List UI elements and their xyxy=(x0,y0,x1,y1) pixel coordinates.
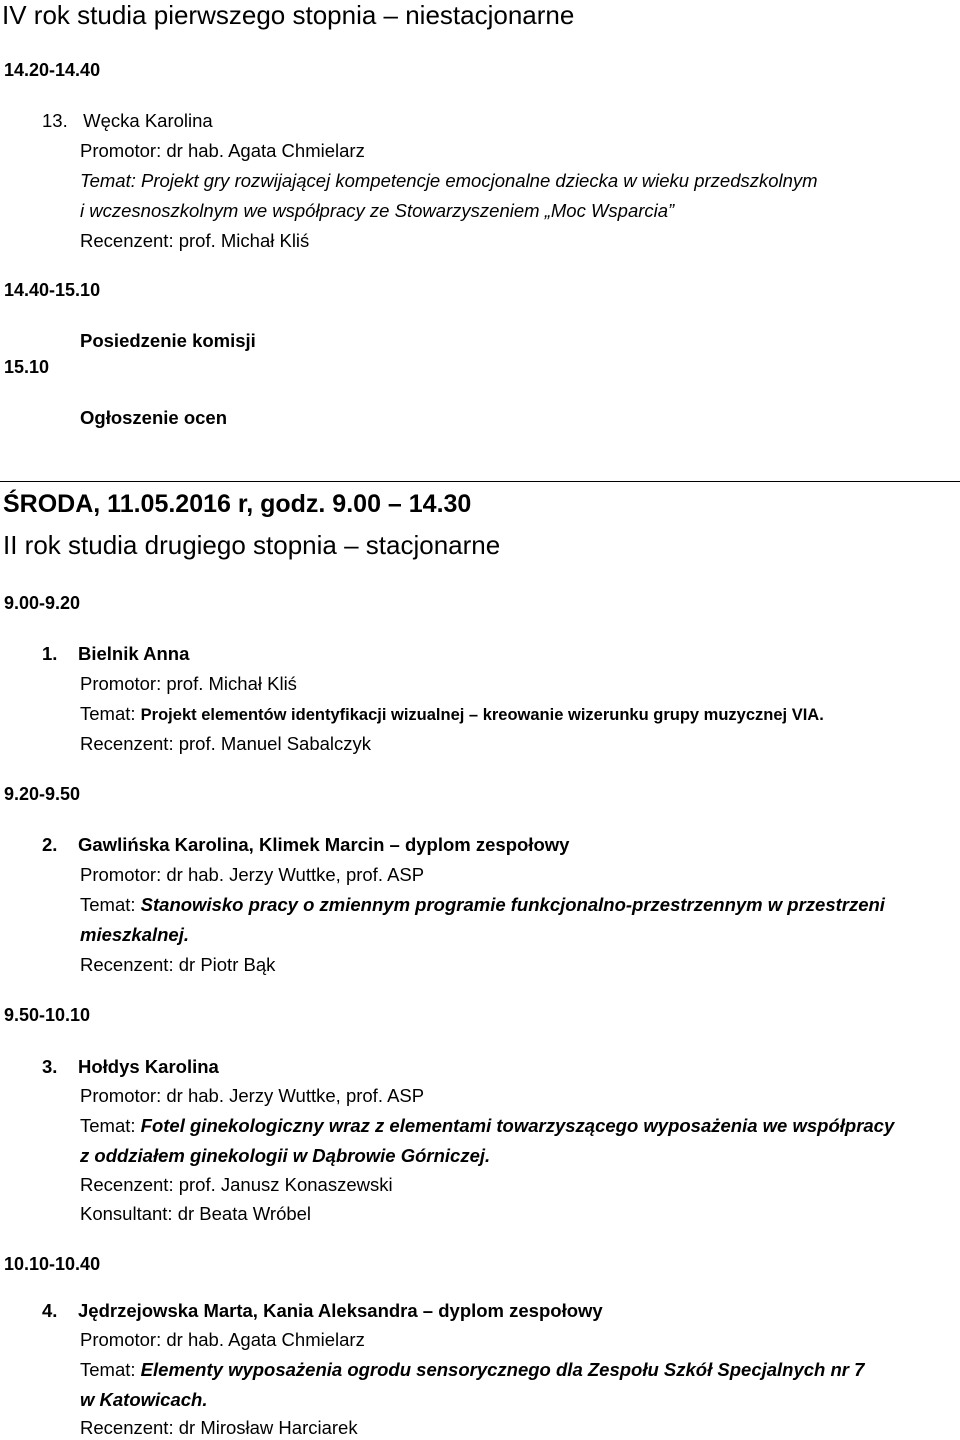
temat-line xyxy=(80,1115,894,1137)
promotor-line: Promotor: dr hab. Jerzy Wuttke, prof. ASP xyxy=(80,864,425,885)
promotor-line: Promotor: dr hab. Jerzy Wuttke, prof. ASP xyxy=(80,1085,425,1106)
temat-label: Temat: xyxy=(80,894,136,915)
section-divider xyxy=(0,481,960,482)
temat-text-2: mieszkalnej. xyxy=(80,924,190,945)
entry-number: 2. xyxy=(42,834,58,855)
entry-heading xyxy=(42,1056,219,1078)
temat-text-1: Projekt gry rozwijającej kompetencje emocjonalne dziecka w wieku przedszkolnym xyxy=(141,170,818,191)
student-name: Jędrzejowska Marta, Kania Aleksandra – dyplom zespołowy xyxy=(78,1300,603,1321)
temat-label: Temat: xyxy=(80,170,136,191)
time-slot: 15.10 xyxy=(4,357,50,377)
temat-label: Temat: xyxy=(80,1115,136,1136)
time-slot: 9.00-9.20 xyxy=(4,593,81,613)
recenzent-line: Recenzent: prof. Janusz Konaszewski xyxy=(80,1174,393,1195)
temat-text-2: w Katowicach. xyxy=(80,1389,208,1410)
time-slot: 10.10-10.40 xyxy=(4,1254,101,1274)
promotor-line: Promotor: dr hab. Agata Chmielarz xyxy=(80,1329,365,1350)
recenzent-line: Recenzent: dr Piotr Bąk xyxy=(80,954,276,975)
temat-line xyxy=(80,1359,864,1381)
temat-label: Temat: xyxy=(80,1359,136,1380)
student-name: Węcka Karolina xyxy=(83,110,213,131)
student-name: Bielnik Anna xyxy=(78,643,190,664)
konsultant-line: Konsultant: dr Beata Wróbel xyxy=(80,1203,312,1224)
temat-line xyxy=(80,703,824,725)
recenzent-line: Recenzent: prof. Manuel Sabalczyk xyxy=(80,733,372,754)
entry-heading xyxy=(42,1300,603,1322)
temat-text-1: Projekt elementów identyfikacji wizualnej – kreowanie wizerunku grupy muzycznej VIA. xyxy=(140,706,824,724)
entry-number: 1. xyxy=(42,643,58,664)
temat-text-1: Elementy wyposażenia ogrodu sensorycznego dla Zespołu Szkół Specjalnych nr 7 xyxy=(140,1359,865,1380)
program-subheader: II rok studia drugiego stopnia – stacjonarne xyxy=(3,530,501,560)
program-header: IV rok studia pierwszego stopnia – niestacjonarne xyxy=(2,0,575,30)
day-heading: ŚRODA, 11.05.2016 r, godz. 9.00 – 14.30 xyxy=(3,490,472,518)
entry-heading xyxy=(42,110,213,132)
temat-text-1: Fotel ginekologiczny wraz z elementami towarzyszącego wyposażenia we współpracy xyxy=(140,1115,895,1136)
time-slot: 14.20-14.40 xyxy=(4,60,101,80)
temat-text-2: i wczesnoszkolnym we współpracy ze Stowarzyszeniem „Moc Wsparcia” xyxy=(80,200,675,221)
temat-text-1: Stanowisko pracy o zmiennym programie funkcjonalno-przestrzennym w przestrzeni xyxy=(140,894,885,915)
time-slot: 9.20-9.50 xyxy=(4,784,81,804)
time-slot: 9.50-10.10 xyxy=(4,1005,91,1025)
temat-label: Temat: xyxy=(80,703,136,724)
student-name: Hołdys Karolina xyxy=(78,1056,219,1077)
entry-number: 3. xyxy=(42,1056,58,1077)
entry-number: 13. xyxy=(42,110,68,131)
entry-heading xyxy=(42,834,569,856)
grades-announcement: Ogłoszenie ocen xyxy=(80,407,228,428)
student-name: Gawlińska Karolina, Klimek Marcin – dyplom zespołowy xyxy=(78,834,570,855)
time-slot: 14.40-15.10 xyxy=(4,280,101,300)
entry-number: 4. xyxy=(42,1300,58,1321)
promotor-line: Promotor: dr hab. Agata Chmielarz xyxy=(80,140,365,161)
promotor-line: Promotor: prof. Michał Kliś xyxy=(80,673,297,694)
recenzent-line: Recenzent: prof. Michał Kliś xyxy=(80,230,310,251)
entry-heading xyxy=(42,643,189,665)
temat-line xyxy=(80,170,818,192)
temat-line xyxy=(80,894,885,916)
commission-meeting: Posiedzenie komisji xyxy=(80,330,256,351)
temat-text-2: z oddziałem ginekologii w Dąbrowie Górniczej. xyxy=(80,1145,491,1166)
recenzent-line: Recenzent: dr Mirosław Harciarek xyxy=(80,1417,358,1438)
